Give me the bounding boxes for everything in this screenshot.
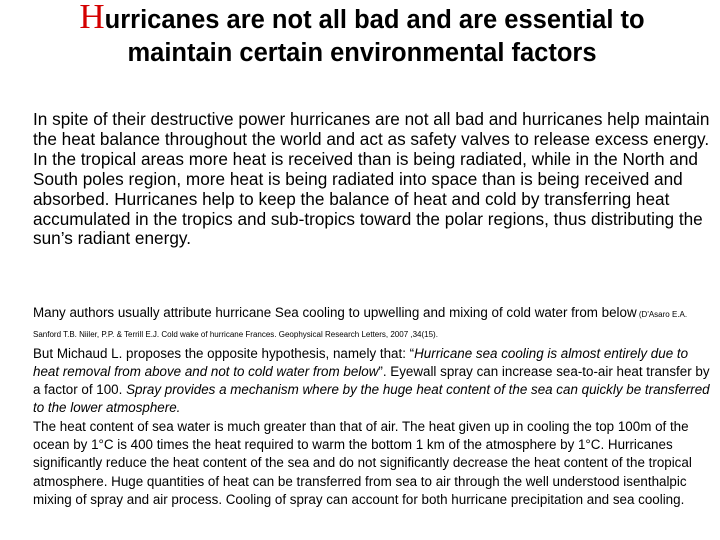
paragraph-heat-content: The heat content of sea water is much greater than that of air. The heat given up in cooling the top 100m of the ocean by 1°C is 400 times the heat required to warm the bottom 1 km of the atmosphere by 1°C. Hurricanes significantly reduce the heat content of the sea and do not significantly decrease the heat content of the tropical atmosphere. Huge quantities of heat can be transferred from sea to air through the well understood isenthalpic mixing of spray and air process. Cooling of spray can account for both hurricane precipitation and sea cooling. [33, 418, 692, 507]
paragraph-tropics-poles: In the tropical areas more heat is received than is being radiated, while in the North and South poles region, more heat is being radiated into space than is being received and absorbed. Hurricanes help to keep the balance of heat and cold by transferring heat accumulated in the tropics and sub-tropics toward the polar regions, thus distributing the sun’s radiant energy. [33, 148, 703, 249]
main-text-block [33, 110, 717, 249]
michaud-start: But Michaud L. proposes the opposite hypothesis, namely that: “ [33, 345, 415, 361]
paragraph-michaud [33, 345, 717, 418]
michaud-mid: ”. Eyewall spray can increase sea-to-air heat transfer by a factor of 100. [33, 363, 710, 398]
michaud-quote: Hurricane sea cooling is almost entirely due to heat removal from above and not to cold water from below [33, 345, 689, 379]
citation-text: (D'Asaro E.A. Sanford T.B. Niiler, P.P. & Terrill E.J. Cold wake of hurricane Frances. Geophysical Research Letters, 2007 ,34(15). [33, 310, 688, 340]
spray-mechanism-text: Spray provides a mechanism where by the huge heat content of the sea can quickly be transferred to the lower atmosphere. [33, 382, 710, 416]
title-line2: maintain certain environmental factors [127, 39, 597, 67]
paragraph-heat-balance: In spite of their destructive power hurricanes are not all bad and hurricanes help maintain the heat balance throughout the world and act as safety valves to release excess energy. [33, 109, 710, 149]
authors-text: Many authors usually attribute hurricane Sea cooling to upwelling and mixing of cold water from below [33, 305, 637, 320]
paragraph-authors [33, 304, 717, 345]
title-initial: H [79, 0, 105, 36]
slide-title [6, 0, 718, 70]
secondary-text-block [33, 304, 717, 509]
title-line1: urricanes are not all bad and are essential to [104, 6, 645, 34]
